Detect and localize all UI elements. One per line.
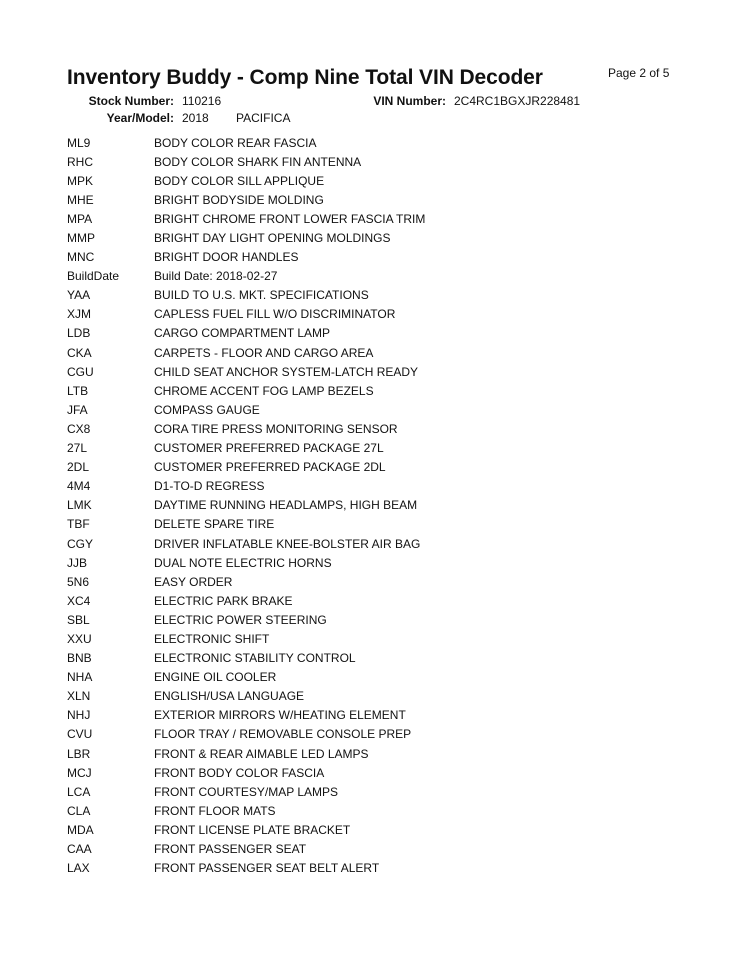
page-indicator: Page 2 of 5 bbox=[608, 66, 670, 80]
option-code: MDA bbox=[67, 822, 94, 837]
option-code: MMP bbox=[67, 231, 95, 246]
option-description: DRIVER INFLATABLE KNEE-BOLSTER AIR BAG bbox=[154, 536, 421, 551]
vin-number-value: 2C4RC1BGXJR228481 bbox=[454, 94, 581, 108]
option-code-row bbox=[67, 343, 425, 362]
option-code: RHC bbox=[67, 154, 93, 169]
option-code-row bbox=[67, 419, 425, 438]
document-title: Inventory Buddy - Comp Nine Total VIN Decoder bbox=[67, 66, 543, 89]
option-code: XC4 bbox=[67, 593, 91, 608]
option-code-row bbox=[67, 859, 425, 878]
option-description: CHILD SEAT ANCHOR SYSTEM-LATCH READY bbox=[154, 364, 419, 379]
option-description: DAYTIME RUNNING HEADLAMPS, HIGH BEAM bbox=[154, 498, 418, 513]
option-code-row bbox=[67, 133, 425, 152]
option-code: CAA bbox=[67, 842, 92, 857]
option-code: BuildDate bbox=[67, 269, 120, 284]
option-code-row bbox=[67, 801, 425, 820]
option-code-list bbox=[67, 133, 425, 878]
option-description: FRONT LICENSE PLATE BRACKET bbox=[154, 822, 351, 837]
option-code: TBF bbox=[67, 517, 90, 532]
option-code: MCJ bbox=[67, 765, 92, 780]
option-code-row bbox=[67, 400, 425, 419]
option-code: MPK bbox=[67, 173, 94, 188]
option-code: CX8 bbox=[67, 421, 91, 436]
option-description: ELECTRONIC STABILITY CONTROL bbox=[154, 651, 356, 666]
option-description: CUSTOMER PREFERRED PACKAGE 2DL bbox=[154, 460, 386, 475]
option-description: DELETE SPARE TIRE bbox=[154, 517, 275, 532]
option-code-row bbox=[67, 534, 425, 553]
option-description: FRONT PASSENGER SEAT bbox=[154, 842, 307, 857]
option-description: FLOOR TRAY / REMOVABLE CONSOLE PREP bbox=[154, 727, 412, 742]
option-code: NHA bbox=[67, 670, 93, 685]
option-code-row bbox=[67, 572, 425, 591]
option-description: COMPASS GAUGE bbox=[154, 402, 260, 417]
option-code: LTB bbox=[67, 383, 89, 398]
option-code: NHJ bbox=[67, 708, 91, 723]
year-model-label: Year/Model: bbox=[106, 111, 174, 125]
option-code: CGU bbox=[67, 364, 94, 379]
option-description: BODY COLOR REAR FASCIA bbox=[154, 135, 317, 150]
vin-number-label: VIN Number: bbox=[373, 94, 446, 108]
option-code: BNB bbox=[67, 651, 92, 666]
option-description: FRONT PASSENGER SEAT BELT ALERT bbox=[154, 861, 380, 876]
option-code-row bbox=[67, 706, 425, 725]
option-code-row bbox=[67, 649, 425, 668]
option-description: ENGINE OIL COOLER bbox=[154, 670, 277, 685]
option-code: MHE bbox=[67, 192, 94, 207]
option-code-row bbox=[67, 152, 425, 171]
option-code: CLA bbox=[67, 803, 91, 818]
option-code: ML9 bbox=[67, 135, 91, 150]
option-description: CAPLESS FUEL FILL W/O DISCRIMINATOR bbox=[154, 307, 396, 322]
option-description: CARPETS - FLOOR AND CARGO AREA bbox=[154, 345, 374, 360]
option-code: SBL bbox=[67, 612, 90, 627]
option-code-row bbox=[67, 209, 425, 228]
option-description: CUSTOMER PREFERRED PACKAGE 27L bbox=[154, 441, 384, 456]
option-description: FRONT & REAR AIMABLE LED LAMPS bbox=[154, 746, 369, 761]
option-code-row bbox=[67, 629, 425, 648]
option-description: D1-TO-D REGRESS bbox=[154, 479, 265, 494]
option-code: MPA bbox=[67, 211, 93, 226]
option-code-row bbox=[67, 496, 425, 515]
option-code-row bbox=[67, 744, 425, 763]
option-code-row bbox=[67, 228, 425, 247]
option-code-row bbox=[67, 305, 425, 324]
option-code: CVU bbox=[67, 727, 93, 742]
option-code: LCA bbox=[67, 784, 91, 799]
option-code-row bbox=[67, 171, 425, 190]
option-code-row bbox=[67, 610, 425, 629]
option-code-row bbox=[67, 324, 425, 343]
option-description: CHROME ACCENT FOG LAMP BEZELS bbox=[154, 383, 374, 398]
option-description: ENGLISH/USA LANGUAGE bbox=[154, 689, 305, 704]
option-description: FRONT COURTESY/MAP LAMPS bbox=[154, 784, 339, 799]
option-description: ELECTRIC POWER STEERING bbox=[154, 612, 327, 627]
option-description: CORA TIRE PRESS MONITORING SENSOR bbox=[154, 421, 398, 436]
stock-number-label: Stock Number: bbox=[88, 94, 174, 108]
option-description: EXTERIOR MIRRORS W/HEATING ELEMENT bbox=[154, 708, 406, 723]
option-description: Build Date: 2018-02-27 bbox=[154, 269, 278, 284]
option-code-row bbox=[67, 381, 425, 400]
option-code: CGY bbox=[67, 536, 94, 551]
option-code-row bbox=[67, 763, 425, 782]
option-code: LMK bbox=[67, 498, 92, 513]
option-code-row bbox=[67, 725, 425, 744]
option-code-row bbox=[67, 477, 425, 496]
option-description: EASY ORDER bbox=[154, 574, 233, 589]
year-value: 2018 bbox=[182, 111, 209, 125]
option-code: XJM bbox=[67, 307, 91, 322]
option-code-row bbox=[67, 267, 425, 286]
option-description: ELECTRIC PARK BRAKE bbox=[154, 593, 293, 608]
option-description: BRIGHT BODYSIDE MOLDING bbox=[154, 192, 324, 207]
option-description: ELECTRONIC SHIFT bbox=[154, 631, 270, 646]
option-description: BODY COLOR SHARK FIN ANTENNA bbox=[154, 154, 362, 169]
option-code-row bbox=[67, 439, 425, 458]
option-code-row bbox=[67, 553, 425, 572]
option-code: 5N6 bbox=[67, 574, 90, 589]
option-code-row bbox=[67, 458, 425, 477]
option-code-row bbox=[67, 190, 425, 209]
stock-number-value: 110216 bbox=[182, 94, 222, 108]
option-code-row bbox=[67, 782, 425, 801]
option-code-row bbox=[67, 839, 425, 858]
option-description: BUILD TO U.S. MKT. SPECIFICATIONS bbox=[154, 288, 369, 303]
option-code: LDB bbox=[67, 326, 91, 341]
option-code: XXU bbox=[67, 631, 92, 646]
option-code-row bbox=[67, 820, 425, 839]
option-code: YAA bbox=[67, 288, 91, 303]
option-code-row bbox=[67, 687, 425, 706]
option-code-row bbox=[67, 515, 425, 534]
option-description: CARGO COMPARTMENT LAMP bbox=[154, 326, 331, 341]
option-code: CKA bbox=[67, 345, 92, 360]
option-code-row bbox=[67, 591, 425, 610]
option-description: BRIGHT CHROME FRONT LOWER FASCIA TRIM bbox=[154, 211, 426, 226]
model-value: PACIFICA bbox=[236, 111, 291, 125]
option-code: JJB bbox=[67, 555, 88, 570]
option-code-row bbox=[67, 286, 425, 305]
option-code: XLN bbox=[67, 689, 91, 704]
option-description: BRIGHT DAY LIGHT OPENING MOLDINGS bbox=[154, 231, 391, 246]
option-description: FRONT BODY COLOR FASCIA bbox=[154, 765, 325, 780]
option-code-row bbox=[67, 248, 425, 267]
option-code: MNC bbox=[67, 250, 95, 265]
option-code: JFA bbox=[67, 402, 88, 417]
option-description: DUAL NOTE ELECTRIC HORNS bbox=[154, 555, 332, 570]
option-code: 2DL bbox=[67, 460, 90, 475]
option-description: BRIGHT DOOR HANDLES bbox=[154, 250, 299, 265]
option-description: FRONT FLOOR MATS bbox=[154, 803, 276, 818]
option-code: 4M4 bbox=[67, 479, 91, 494]
option-code: 27L bbox=[67, 441, 88, 456]
option-code: LAX bbox=[67, 861, 90, 876]
option-description: BODY COLOR SILL APPLIQUE bbox=[154, 173, 325, 188]
option-code: LBR bbox=[67, 746, 91, 761]
option-code-row bbox=[67, 668, 425, 687]
option-code-row bbox=[67, 362, 425, 381]
